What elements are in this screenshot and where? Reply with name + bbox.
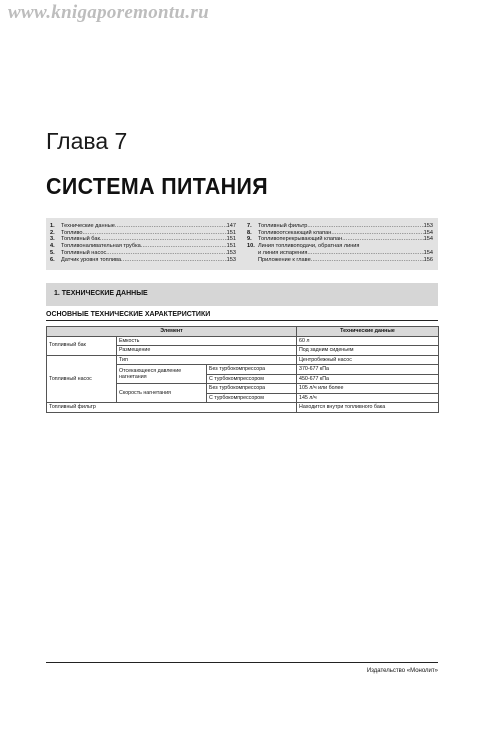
- chapter-title: СИСТЕМА ПИТАНИЯ: [46, 173, 268, 199]
- toc-item[interactable]: [50, 257, 236, 264]
- section-header: [46, 283, 438, 306]
- cell-without-turbo: Без турбокомпрессора: [207, 365, 297, 375]
- toc-item[interactable]: [247, 243, 433, 250]
- toc-text: Технические данные: [61, 223, 115, 229]
- toc-number: 3.: [50, 236, 55, 243]
- cell-capacity-value: 60 л: [297, 336, 439, 346]
- toc-number: [247, 250, 258, 257]
- toc-page: 147: [226, 223, 236, 229]
- cell-rate-label: Скорость нагнетания: [117, 384, 207, 403]
- toc-item[interactable]: [50, 223, 236, 230]
- cell-filter-value: Находится внутри топливного бака: [297, 403, 439, 413]
- toc-column-left: [50, 223, 236, 263]
- chapter-label: Глава 7: [46, 128, 128, 154]
- toc-text: Топливный насос: [61, 249, 107, 256]
- toc-number: 9.: [247, 236, 252, 243]
- toc-leader: [342, 236, 423, 243]
- cell-pressure-without: 370-677 кПа: [297, 365, 439, 375]
- cell-location-value: Под задним сиденьем: [297, 346, 439, 356]
- table-row: [47, 355, 439, 365]
- cell-with-turbo: С турбокомпрессором: [207, 393, 297, 403]
- header-data: Технические данные: [297, 327, 439, 337]
- toc-text: Топливный фильтр: [258, 223, 308, 229]
- toc-page: 151: [226, 243, 236, 250]
- toc-page: 154: [423, 236, 433, 243]
- watermark: www.knigaporemontu.ru: [8, 2, 209, 23]
- table-header-row: [47, 327, 439, 337]
- toc-item[interactable]: [247, 257, 433, 264]
- toc-item[interactable]: [247, 250, 433, 257]
- toc-page: 156: [423, 256, 433, 263]
- toc-page: 151: [226, 229, 236, 236]
- toc-number: 4.: [50, 243, 55, 250]
- toc-column-right: [247, 223, 433, 263]
- subheading-rule: [46, 320, 438, 321]
- toc-page: 154: [423, 229, 433, 236]
- toc-text: Линия топливоподачи, обратная линия: [258, 243, 360, 250]
- cell-filter: Топливный фильтр: [47, 403, 297, 413]
- toc-page: 151: [226, 236, 236, 243]
- toc-item[interactable]: [50, 250, 236, 257]
- toc-leader: [307, 250, 423, 257]
- toc-text: и линия испарения: [258, 249, 308, 256]
- toc-page: 153: [226, 249, 236, 256]
- toc-number: 1.: [50, 223, 55, 229]
- table-row: [47, 403, 439, 413]
- toc-page: 153: [423, 223, 433, 229]
- header-element: Элемент: [47, 327, 297, 337]
- cell-with-turbo: С турбокомпрессором: [207, 374, 297, 384]
- subheading: ОСНОВНЫЕ ТЕХНИЧЕСКИЕ ХАРАКТЕРИСТИКИ: [46, 311, 211, 318]
- toc-item[interactable]: [50, 236, 236, 243]
- toc-text: Приложение к главе: [258, 256, 311, 263]
- cell-pressure-label: Отсекающееся давление нагнетания: [117, 365, 207, 384]
- toc-text: Топливоналивательная трубка: [61, 243, 141, 250]
- toc-leader: [331, 230, 423, 237]
- toc-number: 5.: [50, 249, 55, 256]
- cell-tank: Топливный бак: [47, 336, 117, 355]
- table-of-contents: [46, 218, 438, 270]
- toc-leader: [141, 243, 227, 250]
- toc-item[interactable]: [247, 236, 433, 243]
- toc-item[interactable]: [247, 223, 433, 230]
- publisher-footer: Издательство «Монолит»: [366, 668, 438, 674]
- cell-type-value: Центробежный насос: [297, 355, 439, 365]
- cell-without-turbo: Без турбокомпрессора: [207, 384, 297, 394]
- section-title: 1. ТЕХНИЧЕСКИЕ ДАННЫЕ: [54, 290, 148, 297]
- cell-pressure-with: 450-677 кПа: [297, 374, 439, 384]
- cell-rate-with: 145 л/ч: [297, 393, 439, 403]
- toc-number: 8.: [247, 229, 252, 236]
- cell-type-label: Тип: [117, 355, 297, 365]
- toc-text: Топливный бак: [61, 236, 100, 243]
- toc-text: Топливоотсекающий клапан: [258, 229, 332, 236]
- toc-number: 2.: [50, 229, 55, 236]
- toc-leader: [121, 257, 227, 264]
- cell-capacity-label: Емкость: [117, 336, 297, 346]
- spec-table: [46, 326, 439, 413]
- toc-number: [247, 257, 258, 264]
- toc-page: 154: [423, 249, 433, 256]
- cell-location-label: Размещение: [117, 346, 297, 356]
- toc-page: 153: [226, 256, 236, 263]
- toc-leader: [83, 230, 227, 237]
- cell-pump: Топливный насос: [47, 355, 117, 403]
- toc-leader: [311, 257, 424, 264]
- toc-text: Топливоперекрывающий клапан: [258, 236, 343, 243]
- toc-leader: [115, 223, 227, 230]
- cell-rate-without: 105 л/ч или более: [297, 384, 439, 394]
- toc-leader: [307, 223, 423, 230]
- toc-item[interactable]: [50, 243, 236, 250]
- table-row: [47, 336, 439, 346]
- toc-number: 7.: [247, 223, 252, 229]
- toc-leader: [106, 250, 226, 257]
- toc-text: Топливо: [61, 229, 83, 236]
- toc-number: 6.: [50, 256, 55, 263]
- toc-number: 10.: [247, 243, 255, 250]
- toc-text: Датчик уровня топлива: [61, 256, 122, 263]
- footer-rule: [46, 662, 438, 663]
- toc-leader: [100, 236, 227, 243]
